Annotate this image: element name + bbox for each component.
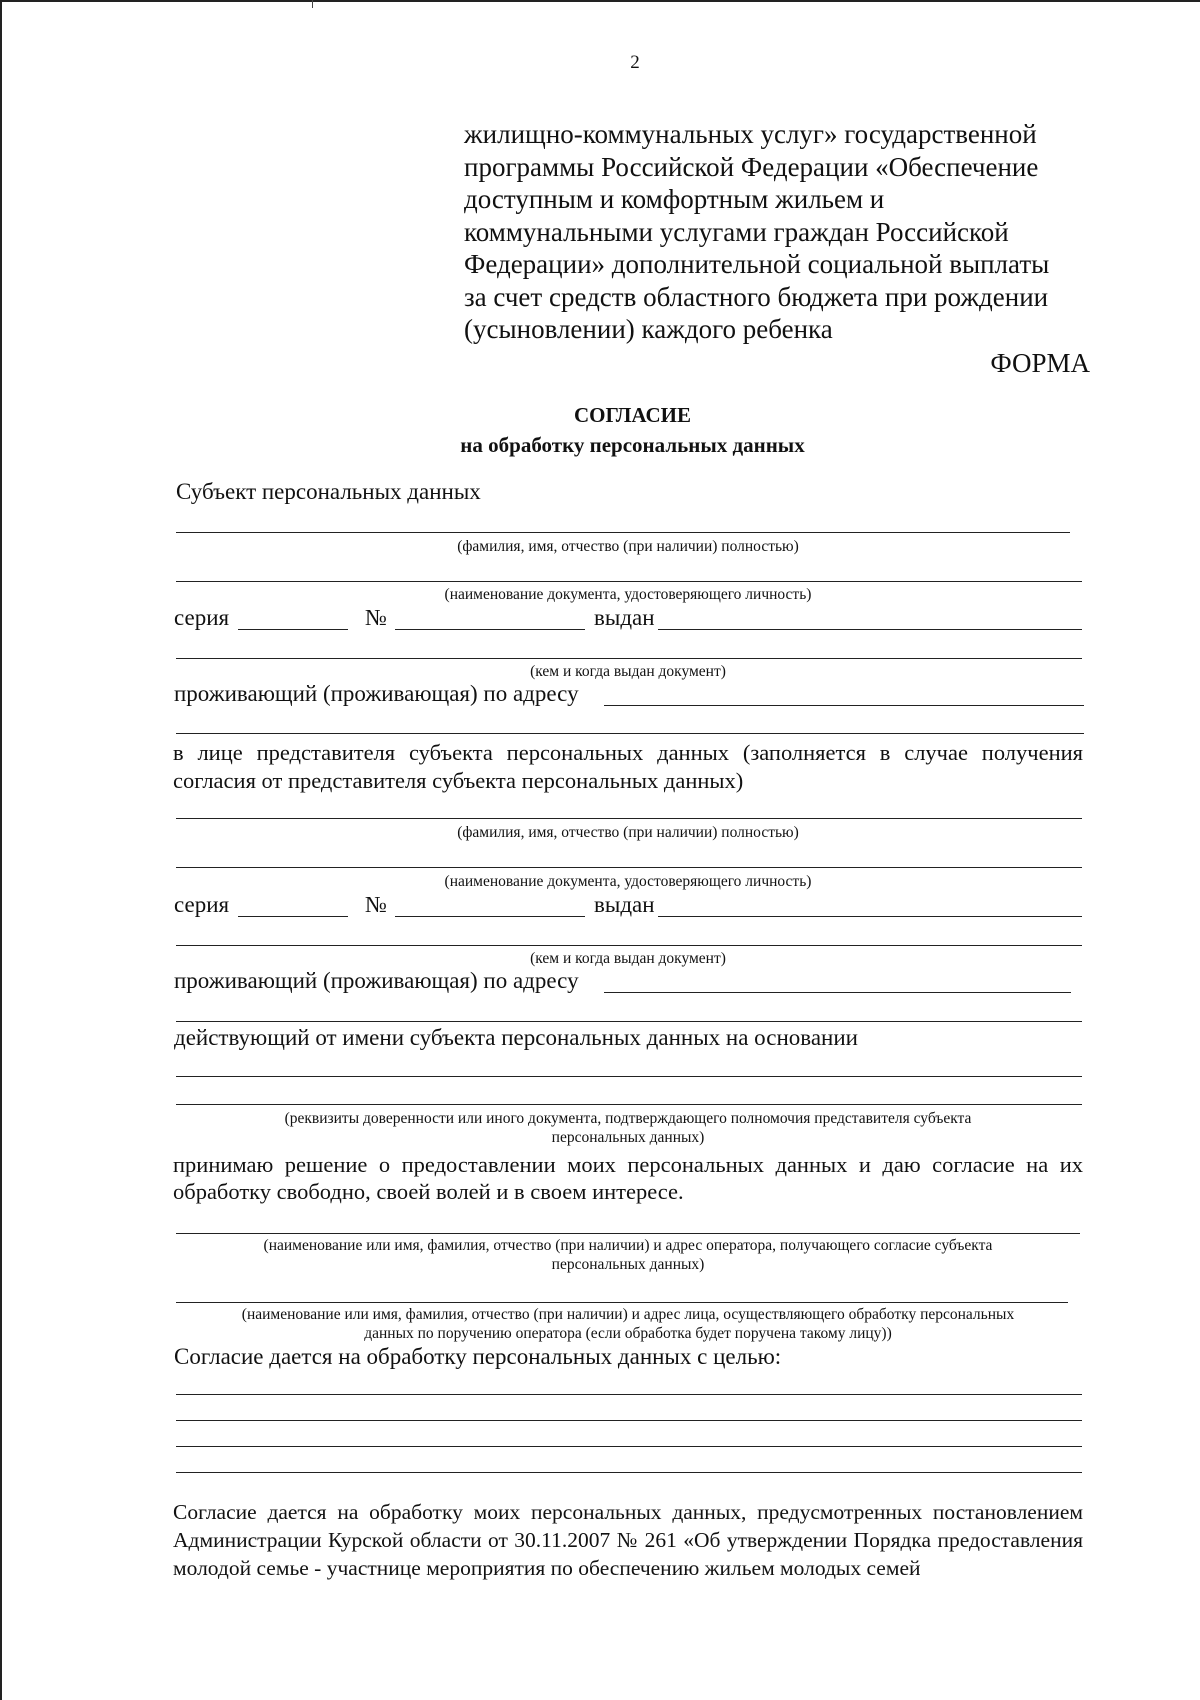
decision-line-2: обработку свободно, своей волей и в своем интересе. <box>173 1179 684 1204</box>
processor-caption-2: данных по поручению оператора (если обработка будет поручена такому лицу)) <box>364 1325 892 1342</box>
intro-line: (усыновлении) каждого ребенка <box>464 314 833 344</box>
representative-fio-field[interactable] <box>176 818 1082 819</box>
representative-power-field-2[interactable] <box>176 1104 1082 1105</box>
subject-fio-field[interactable] <box>176 532 1070 533</box>
final-paragraph: Согласие дается на обработку моих персональных данных, предусмотренных постановлением Администрации Курской области от 30.11.2007 № 261 «Об утверждении Порядка предоставления молодой семье - участнице мероприятия по обеспечению жильем молодых семей <box>173 1500 1083 1580</box>
intro-line: доступным и комфортным жильем и <box>464 184 885 214</box>
subject-document-field[interactable] <box>176 581 1082 582</box>
subject-issued-by-field[interactable] <box>176 658 1082 659</box>
representative-number-label: № <box>365 892 387 917</box>
purpose-field-2[interactable] <box>176 1420 1082 1421</box>
representative-acting-label: действующий от имени субъекта персональных данных на основании <box>174 1025 858 1050</box>
subject-document-caption: (наименование документа, удостоверяющего личность) <box>444 586 812 603</box>
subject-address-label: проживающий (проживающая) по адресу <box>174 681 579 706</box>
title-line-1: СОГЛАСИЕ <box>574 403 691 427</box>
representative-issued-label: выдан <box>594 892 655 917</box>
intro-line: коммунальными услугами граждан Российской <box>464 216 1009 247</box>
representative-fio-caption: (фамилия, имя, отчество (при наличии) полностью) <box>457 824 799 841</box>
subject-number-field[interactable] <box>395 629 585 630</box>
subject-issued-field[interactable] <box>658 629 1082 630</box>
subject-address-field-2[interactable] <box>176 733 1084 734</box>
representative-address-label: проживающий (проживающая) по адресу <box>174 968 579 993</box>
representative-issued-by-field[interactable] <box>176 945 1082 946</box>
page-number: 2 <box>630 52 640 73</box>
operator-caption-2: персональных данных) <box>551 1256 705 1273</box>
representative-power-field[interactable] <box>176 1076 1082 1077</box>
representative-issued-field[interactable] <box>658 916 1082 917</box>
title-line-2: на обработку персональных данных <box>460 433 805 457</box>
representative-document-field[interactable] <box>176 867 1082 868</box>
representative-document-caption: (наименование документа, удостоверяющего личность) <box>444 873 812 890</box>
purpose-label: Согласие дается на обработку персональных данных с целью: <box>174 1344 782 1369</box>
representative-address-field-2[interactable] <box>176 1021 1082 1022</box>
representative-intro-line-2: согласия от представителя субъекта персональных данных) <box>173 768 744 793</box>
representative-series-label: серия <box>174 892 230 917</box>
intro-line: за счет средств областного бюджета при рождении <box>464 281 1049 312</box>
representative-series-field[interactable] <box>238 916 348 917</box>
subject-issued-caption: (кем и когда выдан документ) <box>530 663 726 680</box>
processor-caption-1: (наименование или имя, фамилия, отчество (при наличии) и адрес лица, осуществляющего обработку персональных <box>241 1306 1015 1323</box>
page-edge-left <box>0 0 2 1700</box>
intro-line: программы Российской Федерации «Обеспечение <box>464 151 1039 182</box>
decision-line-1: принимаю решение о предоставлении моих персональных данных и даю согласие на их <box>173 1152 1083 1177</box>
representative-address-field[interactable] <box>604 992 1071 993</box>
processor-field[interactable] <box>176 1302 1068 1303</box>
representative-number-field[interactable] <box>395 916 585 917</box>
purpose-field-1[interactable] <box>176 1394 1082 1395</box>
subject-address-field[interactable] <box>604 705 1084 706</box>
scan-mark <box>312 0 313 8</box>
subject-series-field[interactable] <box>238 629 348 630</box>
subject-series-label: серия <box>174 605 230 630</box>
intro-block <box>464 118 1094 346</box>
operator-field[interactable] <box>176 1233 1080 1234</box>
document-title <box>0 400 1200 460</box>
subject-number-label: № <box>365 605 387 630</box>
form-label: ФОРМА <box>990 348 1090 378</box>
representative-issued-caption: (кем и когда выдан документ) <box>530 950 726 967</box>
subject-fio-caption: (фамилия, имя, отчество (при наличии) полностью) <box>457 538 799 555</box>
subject-label: Субъект персональных данных <box>176 479 481 504</box>
representative-intro-line-1: в лице представителя субъекта персональных данных (заполняется в случае получения <box>173 740 1083 765</box>
intro-line: жилищно-коммунальных услуг» государственной <box>464 119 1037 149</box>
intro-line: Федерации» дополнительной социальной выплаты <box>464 249 1050 279</box>
representative-power-caption-1: (реквизиты доверенности или иного документа, подтверждающего полномочия представителя субъекта <box>284 1110 972 1127</box>
page-edge-top <box>0 0 1200 2</box>
subject-issued-label: выдан <box>594 605 655 630</box>
representative-power-caption-2: персональных данных) <box>551 1129 705 1146</box>
purpose-field-4[interactable] <box>176 1472 1082 1473</box>
purpose-field-3[interactable] <box>176 1446 1082 1447</box>
operator-caption-1: (наименование или имя, фамилия, отчество (при наличии) и адрес оператора, получающего согласие субъекта <box>263 1237 993 1254</box>
